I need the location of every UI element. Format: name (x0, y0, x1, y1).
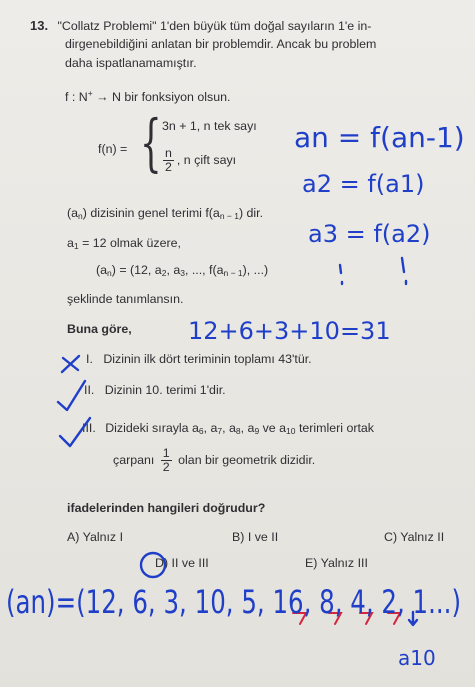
hw-recurrence: an = f(an-1) (294, 121, 465, 154)
question-line-1 (30, 18, 371, 34)
function-lhs: f(n) = (98, 142, 128, 156)
question-number: 13. (30, 18, 49, 33)
statement-2-text: Dizinin 10. terimi 1'dir. (104, 383, 226, 397)
case-odd: 3n + 1, n tek sayı (162, 119, 257, 133)
option-d[interactable]: D) II ve III (155, 556, 209, 570)
option-d-letter: D (155, 556, 164, 570)
statement-1 (86, 352, 312, 367)
option-b[interactable]: B) I ve II (232, 530, 279, 544)
question-line-3: daha ispatlanamamıştır. (65, 56, 197, 70)
hw-a3: a3 = f(a2) (308, 220, 431, 248)
option-e[interactable]: E) Yalnız III (305, 556, 368, 570)
buna-gore: Buna göre, (67, 322, 132, 336)
statement-3-number: III. (82, 421, 96, 435)
statement-3 (82, 421, 374, 436)
question-prompt: ifadelerinden hangileri doğrudur? (67, 501, 266, 515)
fraction-n-over-2: $\frac{n}{2}$ (165, 146, 172, 174)
statement-3-text: Dizideki sırayla $a_6$, $a_7$, $a_8$, $a_9$ ve $a_{10}$ terimleri ortak (105, 421, 375, 436)
hw-a10: a10 (398, 646, 436, 670)
statement-2-number: II. (84, 383, 95, 397)
option-d-text: II ve III (171, 556, 209, 570)
defined-line: şeklinde tanımlansın. (67, 292, 184, 306)
sequence-line: $(a_n) = (12$, $a_2$, $a_3$, ..., $f(a_{n - 1})$, ...) (96, 263, 269, 278)
option-c[interactable]: C) Yalnız II (384, 530, 445, 544)
statement-2 (84, 383, 226, 398)
statement-3-line-2: çarpanı $\frac{1}{2}$ olan bir geometrik dizidir. (113, 446, 316, 474)
general-term-line: $(a_n)$ dizisinin genel terimi $f(a_{n - 1})$ dir. (67, 206, 264, 221)
fraction-one-half: $\frac{1}{2}$ (162, 446, 170, 474)
option-a[interactable]: A) Yalnız I (67, 530, 124, 544)
statement-1-number: I. (86, 352, 93, 366)
case-even: $\frac{n}{2}$ , n çift sayı (165, 146, 237, 174)
hw-sum: 12+6+3+10=31 (188, 317, 391, 345)
hw-a2: a2 = f(a1) (302, 170, 425, 198)
function-definition: f : N+ → N bir fonksiyon olsun. (65, 87, 231, 104)
hw-sequence: (an)=(12, 6, 3, 10, 5, 16, 8, 4, 2, 1...) (6, 583, 462, 621)
question-line-2: dirgenebildiğini anlatan bir problemdir. Ancak bu problem (65, 37, 377, 51)
question-text-1: "Collatz Problemi" 1'den büyük tüm doğal sayıların 1'e in- (57, 19, 372, 33)
a1-line: $a_1 = 12$ olmak üzere, (67, 236, 181, 251)
statement-1-text: Dizinin ilk dört teriminin toplamı 43'tür. (103, 352, 312, 366)
curly-brace: { (140, 106, 162, 179)
